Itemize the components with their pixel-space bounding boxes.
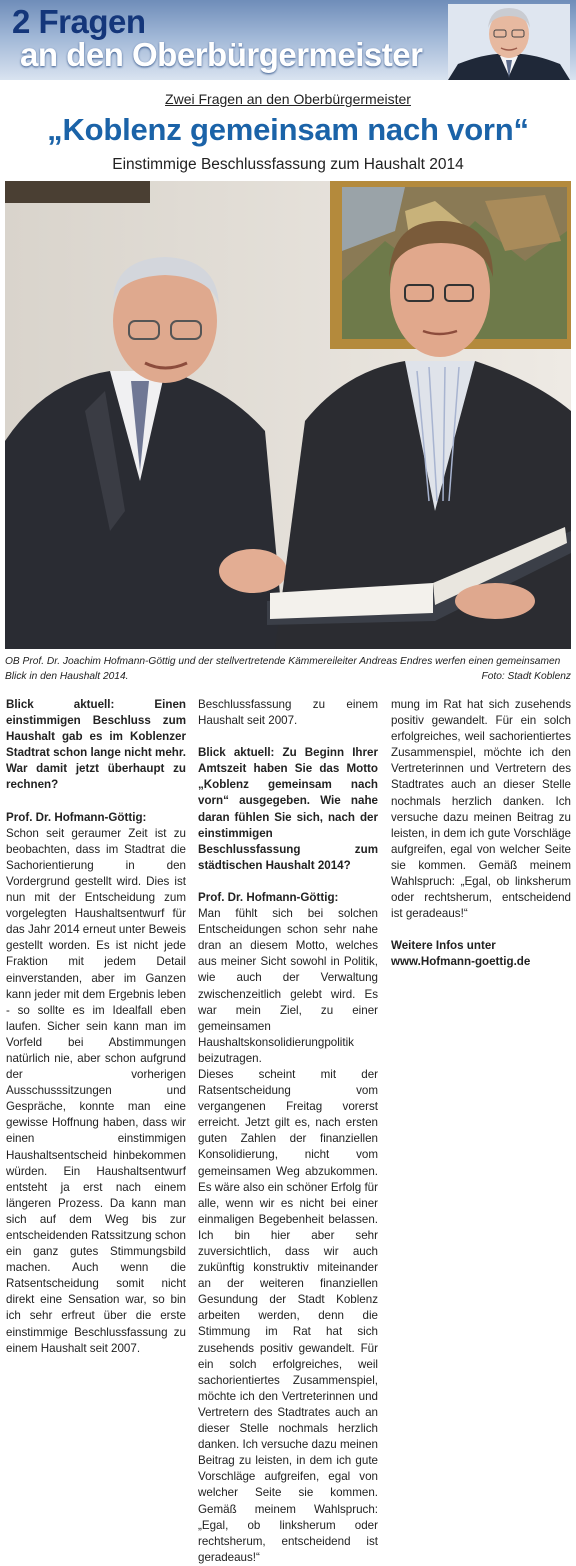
article-headline: „Koblenz gemeinsam nach vorn“: [47, 112, 529, 147]
more-info-link[interactable]: www.Hofmann-goettig.de: [391, 955, 531, 969]
banner-title-line2: an den Oberbürgermeister: [20, 36, 423, 73]
question-2: Blick aktuell: Zu Beginn Ihrer Amtszeit haben Sie das Motto „Koblenz gemeinsam nach vorn“ ausgegeben. Wie nahe daran fühlen Sie sich, nach der einstimmigen Beschlussfassung zum städtischen Haushalt 2014?: [198, 746, 378, 872]
answer-1-text: Schon seit geraumer Zeit ist zu beobachten, dass im Stadtrat die Sachorientierung in den Vordergrund gestellt wird. Dies ist nun mit der Entscheidung zum vorgelegten Haushaltsentwurf für das Jahr 2014 erneut unter Beweis gestellt worden. Es ist nicht jede Fraktion mit jedem Detail einverstanden, aber im Ganzen kann jeder mit dem Ergebnis leben - so sollte es im Idealfall eben laufen. Sicher sein kann man im Vorfeld bei Abstimmungen natürlich nie, aber schon aufgrund der vorherigen Ausschusssitzungen und Gespräche, konnte man eine gewisse Hoffnung haben, dass wir einen einstimmigen Haushaltsentscheid hinbekommen würden. Ein Haushaltsentwurf entsteht ja erst nach einem längeren Prozess. Da kann man sich auf dem Weg bis zur entscheidenden Ratssitzung schon ein ganz gutes Stimmungsbild machen. Auch wenn die Ratsentscheidung somit nicht direkt eine Sensation war, so bin ich sehr erfreut über die erste einstimmige Beschlussfassung zu einem Haushalt seit 2007.: [6, 826, 186, 1355]
more-info-label: Weitere Infos unter: [391, 939, 496, 953]
page-banner: [0, 0, 576, 80]
article-column-3: [391, 697, 571, 971]
answer-2-ending: mung im Rat hat sich zusehends positiv gewandelt. Für ein solch erfolgreiches, weil sachorientiertes Zusammenspiel, möchte ich den Vertreterinnen und Vertretern des Stadtrates auch an dieser Stelle nochmals herzlich danken. Ich versuche dazu meinen Beitrag zu leisten, in dem ich gute Vorschläge aufgreifen, egal von welcher Seite sie kommen. Gemäß meinem Wahlspruch: „Egal, ob linksherum oder rechtsherum, entscheidend ist geradeaus!“: [391, 698, 571, 921]
article-column-2: [198, 697, 378, 1564]
photo-credit: Foto: Stadt Koblenz: [481, 671, 571, 682]
answer-2-text: Man fühlt sich bei solchen Entscheidungen schon sehr nahe dran an diesem Motto, welches aus meiner Sicht sowohl in Politik, wie auch der Verwaltung zwischenzeitlich gelebt wird. Es war mein Ziel, zu einer gemeinsamen Haushaltskonsolidierungpolitik beizutragen.: [198, 907, 378, 1065]
article-kicker: Zwei Fragen an den Oberbürgermeister: [165, 91, 411, 107]
caption-text: OB Prof. Dr. Joachim Hofmann-Göttig und der stellvertretende Kämmereileiter Andreas Endres werfen einen gemeinsamen Blick in den Haushalt 2014.: [5, 656, 561, 682]
question-1: Blick aktuell: Einen einstimmigen Beschluss zum Haushalt gab es im Koblenzer Stadtrat schon lange nicht mehr. War damit jetzt überhaupt zu rechnen?: [6, 698, 186, 792]
photo-caption: [5, 654, 571, 684]
article-column-1: [6, 697, 186, 1469]
answer-2-text-continued: Dieses scheint mit der Ratsentscheidung vom vergangenen Freitag vorerst erreicht. Jetzt gilt es, nach ersten guten Zahlen der finanziellen Konsolidierung, nicht vom gemeinsamen Weg abzukommen. Es wäre also ein schöner Erfolg für alle, wenn wir es nicht bei einer einmaligen Begebenheit belassen. Ich bin hier aber sehr zuversichtlich, dass wir auch zukünftig konstruktiv miteinander an der weiteren finanziellen Gesundung der Stadt Koblenz arbeiten werden, denn die Stimmung im Rat hat sich zusehends positiv gewandelt. Für ein solch erfolgreiches, weil sachorientiertes Zusammenspiel, möchte ich den Vertreterinnen und Vertretern des Stadtrates auch an dieser Stelle nochmals herzlich danken. Ich versuche dazu meinen Beitrag zu leisten, in dem ich gute Vorschläge aufgreifen, egal von welcher Seite sie kommen. Gemäß meinem Wahlspruch: „Egal, ob linksherum oder rechtsherum, entscheidend ist geradeaus!“: [198, 1067, 378, 1564]
answer-2-speaker: Prof. Dr. Hofmann-Göttig:: [198, 890, 339, 904]
article-photo: [5, 181, 571, 649]
article-subheadline: Einstimmige Beschlussfassung zum Haushalt 2014: [112, 156, 464, 173]
banner-title-line1: 2 Fragen: [12, 3, 146, 40]
mayor-portrait: [448, 4, 570, 80]
answer-1-continued: Beschlussfassung zu einem Haushalt seit 2007.: [198, 698, 378, 728]
answer-1-speaker: Prof. Dr. Hofmann-Göttig:: [6, 810, 147, 824]
